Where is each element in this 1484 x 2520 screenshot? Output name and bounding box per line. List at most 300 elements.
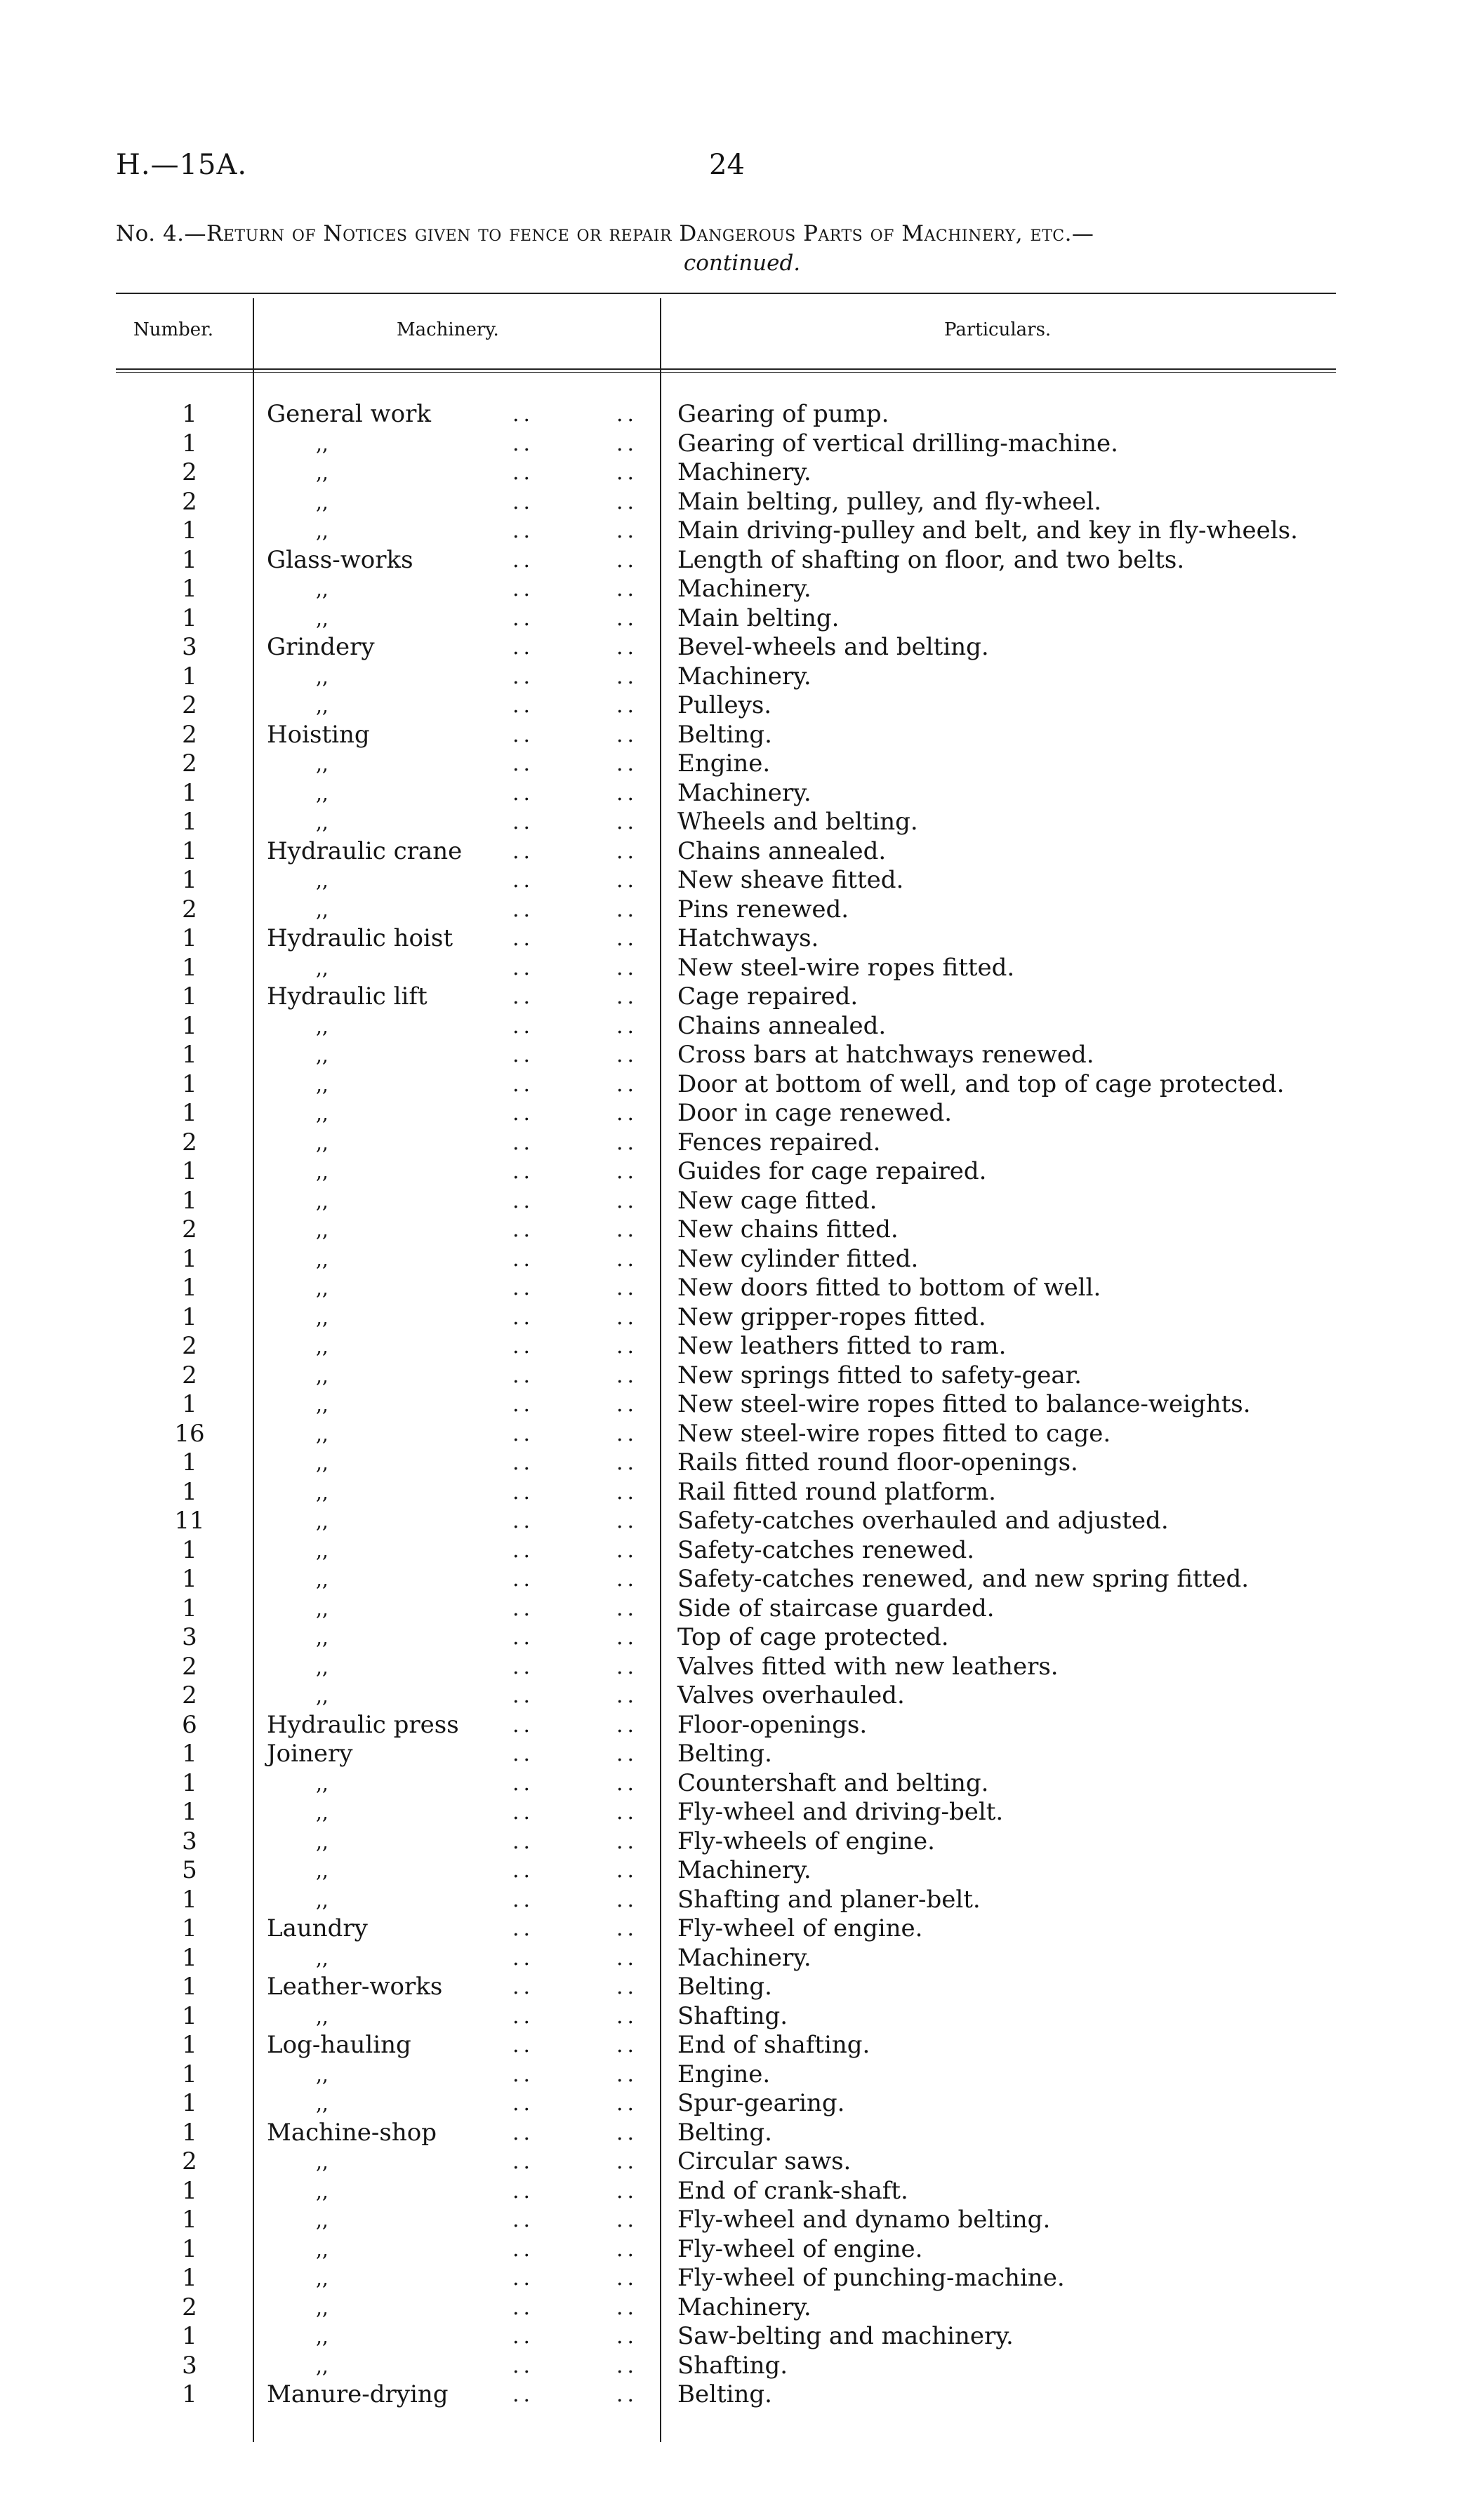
row-number: 3 bbox=[182, 1623, 197, 1651]
row-number: 2 bbox=[182, 458, 197, 486]
row-number: 1 bbox=[182, 1186, 197, 1215]
header-top-rule bbox=[116, 293, 1336, 294]
leader-dots: .. bbox=[512, 1916, 535, 1941]
leader-dots: .. bbox=[512, 2324, 535, 2349]
row-number: 1 bbox=[182, 1594, 197, 1622]
row-number: 1 bbox=[182, 1099, 197, 1127]
row-machinery: Hoisting bbox=[267, 720, 370, 749]
table-row bbox=[0, 2002, 1484, 2032]
row-particulars: Spur-gearing. bbox=[677, 2089, 845, 2117]
leader-dots: .. bbox=[616, 2004, 639, 2029]
page-number: 24 bbox=[709, 149, 745, 181]
row-machinery: ,, bbox=[316, 1364, 329, 1387]
table-row bbox=[0, 2264, 1484, 2293]
row-particulars: Fences repaired. bbox=[677, 1128, 881, 1156]
row-machinery: ,, bbox=[316, 1218, 329, 1241]
leader-dots: .. bbox=[512, 577, 535, 601]
row-machinery: ,, bbox=[316, 2092, 329, 2115]
leader-dots: .. bbox=[616, 1159, 639, 1184]
table-row bbox=[0, 1740, 1484, 1769]
row-number: 2 bbox=[182, 895, 197, 924]
leader-dots: .. bbox=[616, 519, 639, 543]
row-number: 1 bbox=[182, 2176, 197, 2205]
row-number: 1 bbox=[182, 575, 197, 603]
table-row bbox=[0, 2322, 1484, 2352]
leader-dots: .. bbox=[616, 1567, 639, 1592]
row-machinery: ,, bbox=[316, 2062, 329, 2086]
row-number: 1 bbox=[182, 1390, 197, 1418]
table-row bbox=[0, 400, 1484, 429]
row-number: 1 bbox=[182, 1798, 197, 1826]
leader-dots: .. bbox=[512, 2178, 535, 2204]
row-particulars: Saw-belting and machinery. bbox=[677, 2322, 1014, 2350]
leader-dots: .. bbox=[616, 1596, 639, 1621]
table-row bbox=[0, 1507, 1484, 1536]
leader-dots: .. bbox=[616, 1043, 639, 1067]
leader-dots: .. bbox=[512, 1130, 535, 1155]
leader-dots: .. bbox=[616, 2091, 639, 2116]
row-number: 1 bbox=[182, 1041, 197, 1069]
row-particulars: Machinery. bbox=[677, 575, 811, 603]
row-machinery: ,, bbox=[316, 1247, 329, 1271]
leader-dots: .. bbox=[616, 1392, 639, 1417]
row-particulars: Main belting. bbox=[677, 604, 840, 632]
leader-dots: .. bbox=[512, 1451, 535, 1475]
leader-dots: .. bbox=[512, 1829, 535, 1854]
table-row bbox=[0, 1478, 1484, 1507]
leader-dots: .. bbox=[512, 897, 535, 922]
row-particulars: Shafting. bbox=[677, 2351, 788, 2380]
row-number: 1 bbox=[182, 1448, 197, 1476]
row-number: 2 bbox=[182, 1215, 197, 1244]
row-particulars: Rail fitted round platform. bbox=[677, 1477, 996, 1506]
table-row bbox=[0, 954, 1484, 983]
row-machinery: ,, bbox=[316, 1131, 329, 1154]
row-machinery: ,, bbox=[316, 869, 329, 892]
row-particulars: Engine. bbox=[677, 749, 771, 778]
row-machinery: ,, bbox=[316, 2237, 329, 2261]
leader-dots: .. bbox=[616, 1829, 639, 1854]
row-machinery: Log-hauling bbox=[267, 2031, 411, 2059]
row-machinery: ,, bbox=[316, 1888, 329, 1912]
row-particulars: New steel-wire ropes fitted to cage. bbox=[677, 1419, 1111, 1448]
row-machinery: ,, bbox=[316, 2295, 329, 2319]
leader-dots: .. bbox=[616, 402, 639, 427]
leader-dots: .. bbox=[512, 1013, 535, 1039]
table-row bbox=[0, 633, 1484, 662]
row-particulars: Chains annealed. bbox=[677, 1011, 887, 1040]
leader-dots: .. bbox=[616, 1945, 639, 1971]
leader-dots: .. bbox=[512, 1276, 535, 1300]
table-row bbox=[0, 1187, 1484, 1216]
row-number: 1 bbox=[182, 1740, 197, 1768]
leader-dots: .. bbox=[512, 868, 535, 893]
row-particulars: Guides for cage repaired. bbox=[677, 1157, 987, 1185]
leader-dots: .. bbox=[616, 1334, 639, 1359]
leader-dots: .. bbox=[512, 1712, 535, 1738]
leader-dots: .. bbox=[616, 606, 639, 631]
table-row bbox=[0, 662, 1484, 692]
leader-dots: .. bbox=[512, 2004, 535, 2029]
leader-dots: .. bbox=[616, 752, 639, 776]
row-machinery: ,, bbox=[316, 1072, 329, 1096]
table-row bbox=[0, 2293, 1484, 2323]
row-number: 1 bbox=[182, 1274, 197, 1302]
leader-dots: .. bbox=[616, 2236, 639, 2262]
row-number: 3 bbox=[182, 633, 197, 661]
row-particulars: Machinery. bbox=[677, 1856, 811, 1884]
row-machinery: ,, bbox=[316, 1568, 329, 1591]
row-number: 1 bbox=[182, 1157, 197, 1185]
row-machinery: ,, bbox=[316, 1655, 329, 1679]
table-row bbox=[0, 2031, 1484, 2060]
row-machinery: ,, bbox=[316, 1160, 329, 1183]
row-number: 1 bbox=[182, 808, 197, 836]
row-particulars: Top of cage protected. bbox=[677, 1623, 949, 1651]
table-row bbox=[0, 1390, 1484, 1420]
row-number: 2 bbox=[182, 1332, 197, 1360]
row-machinery: ,, bbox=[316, 1422, 329, 1446]
leader-dots: .. bbox=[512, 547, 535, 573]
leader-dots: .. bbox=[512, 1538, 535, 1563]
row-number: 1 bbox=[182, 1885, 197, 1914]
row-particulars: Belting. bbox=[677, 1973, 772, 2001]
leader-dots: .. bbox=[616, 1625, 639, 1650]
row-particulars: New gripper-ropes fitted. bbox=[677, 1302, 986, 1331]
row-number: 1 bbox=[182, 2118, 197, 2147]
leader-dots: .. bbox=[616, 1451, 639, 1475]
row-number: 1 bbox=[182, 982, 197, 1011]
row-machinery: ,, bbox=[316, 1859, 329, 1882]
row-particulars: Hatchways. bbox=[677, 924, 819, 952]
row-machinery: ,, bbox=[316, 2354, 329, 2378]
table-row bbox=[0, 1798, 1484, 1827]
table-row bbox=[0, 1245, 1484, 1274]
row-number: 1 bbox=[182, 2322, 197, 2350]
leader-dots: .. bbox=[616, 955, 639, 980]
table-row bbox=[0, 575, 1484, 604]
table-row bbox=[0, 1565, 1484, 1594]
column-header-particulars: Particulars. bbox=[944, 319, 1052, 340]
row-machinery: Leather-works bbox=[267, 1973, 443, 2001]
row-particulars: End of crank-shaft. bbox=[677, 2176, 908, 2205]
row-particulars: Bevel-wheels and belting. bbox=[677, 633, 989, 661]
row-machinery: ,, bbox=[316, 898, 329, 921]
row-particulars: New cylinder fitted. bbox=[677, 1244, 919, 1273]
table-row bbox=[0, 1536, 1484, 1566]
row-particulars: Gearing of vertical drilling-machine. bbox=[677, 429, 1118, 458]
leader-dots: .. bbox=[512, 1858, 535, 1883]
leader-dots: .. bbox=[512, 635, 535, 660]
row-particulars: Wheels and belting. bbox=[677, 808, 918, 836]
leader-dots: .. bbox=[616, 2353, 639, 2378]
leader-dots: .. bbox=[616, 1305, 639, 1330]
row-particulars: Shafting and planer-belt. bbox=[677, 1885, 981, 1914]
row-machinery: ,, bbox=[316, 1451, 329, 1474]
row-particulars: Main driving-pulley and belt, and key in fly-wheels. bbox=[677, 516, 1298, 545]
row-number: 1 bbox=[182, 2206, 197, 2234]
row-machinery: Laundry bbox=[267, 1914, 368, 1942]
leader-dots: .. bbox=[616, 1218, 639, 1242]
leader-dots: .. bbox=[512, 985, 535, 1009]
leader-dots: .. bbox=[616, 460, 639, 485]
row-particulars: Cross bars at hatchways renewed. bbox=[677, 1041, 1094, 1069]
row-particulars: Gearing of pump. bbox=[677, 400, 889, 428]
leader-dots: .. bbox=[512, 2149, 535, 2174]
row-number: 1 bbox=[182, 2060, 197, 2088]
row-machinery: ,, bbox=[316, 665, 329, 688]
leader-dots: .. bbox=[616, 1363, 639, 1388]
row-number: 1 bbox=[182, 1914, 197, 1942]
row-machinery: ,, bbox=[316, 1538, 329, 1562]
row-particulars: Machinery. bbox=[677, 778, 811, 807]
leader-dots: .. bbox=[616, 1072, 639, 1097]
row-particulars: Pins renewed. bbox=[677, 895, 849, 924]
table-row bbox=[0, 2380, 1484, 2410]
leader-dots: .. bbox=[512, 2295, 535, 2320]
leader-dots: .. bbox=[512, 1596, 535, 1621]
row-number: 2 bbox=[182, 1128, 197, 1156]
leader-dots: .. bbox=[616, 1654, 639, 1679]
leader-dots: .. bbox=[616, 1509, 639, 1533]
row-number: 1 bbox=[182, 1943, 197, 1972]
row-particulars: Chains annealed. bbox=[677, 836, 887, 865]
leader-dots: .. bbox=[512, 1159, 535, 1184]
row-machinery: ,, bbox=[316, 1829, 329, 1853]
row-particulars: Fly-wheels of engine. bbox=[677, 1827, 935, 1855]
table-row bbox=[0, 2235, 1484, 2265]
table-row bbox=[0, 1099, 1484, 1128]
row-number: 1 bbox=[182, 1768, 197, 1797]
row-particulars: New doors fitted to bottom of well. bbox=[677, 1274, 1101, 1302]
row-particulars: Fly-wheel and driving-belt. bbox=[677, 1798, 1004, 1826]
row-machinery: Hydraulic hoist bbox=[267, 924, 453, 952]
table-row bbox=[0, 1128, 1484, 1158]
table-row bbox=[0, 837, 1484, 867]
leader-dots: .. bbox=[512, 606, 535, 631]
row-number: 2 bbox=[182, 720, 197, 749]
row-number: 1 bbox=[182, 516, 197, 545]
leader-dots: .. bbox=[616, 1742, 639, 1766]
leader-dots: .. bbox=[512, 1334, 535, 1359]
leader-dots: .. bbox=[512, 1945, 535, 1971]
row-particulars: Belting. bbox=[677, 720, 772, 749]
leader-dots: .. bbox=[512, 1742, 535, 1766]
table-row bbox=[0, 1274, 1484, 1303]
leader-dots: .. bbox=[512, 1363, 535, 1388]
leader-dots: .. bbox=[616, 1276, 639, 1300]
table-row bbox=[0, 1012, 1484, 1041]
row-machinery: ,, bbox=[316, 1480, 329, 1504]
row-number: 5 bbox=[182, 1856, 197, 1884]
leader-dots: .. bbox=[616, 664, 639, 689]
row-number: 1 bbox=[182, 866, 197, 894]
row-machinery: ,, bbox=[316, 1305, 329, 1329]
row-machinery: ,, bbox=[316, 956, 329, 980]
leader-dots: .. bbox=[512, 1043, 535, 1067]
leader-dots: .. bbox=[512, 839, 535, 864]
row-number: 1 bbox=[182, 2001, 197, 2030]
table-row bbox=[0, 1914, 1484, 1944]
row-number: 1 bbox=[182, 1302, 197, 1331]
row-machinery: Manure-drying bbox=[267, 2380, 449, 2408]
row-number: 1 bbox=[182, 778, 197, 807]
table-row bbox=[0, 2089, 1484, 2119]
table-row bbox=[0, 749, 1484, 779]
title-prefix: No. 4.— bbox=[116, 221, 207, 246]
row-machinery: ,, bbox=[316, 1771, 329, 1795]
leader-dots: .. bbox=[616, 1771, 639, 1796]
table-row bbox=[0, 1711, 1484, 1740]
leader-dots: .. bbox=[512, 2266, 535, 2291]
row-machinery: ,, bbox=[316, 2179, 329, 2203]
table-row bbox=[0, 604, 1484, 634]
leader-dots: .. bbox=[512, 1101, 535, 1126]
row-machinery: ,, bbox=[316, 461, 329, 484]
row-particulars: New springs fitted to safety-gear. bbox=[677, 1361, 1082, 1389]
table-row bbox=[0, 1041, 1484, 1070]
row-particulars: Floor-openings. bbox=[677, 1710, 868, 1739]
row-machinery: Hydraulic press bbox=[267, 1710, 459, 1739]
leader-dots: .. bbox=[616, 810, 639, 834]
leader-dots: .. bbox=[616, 2149, 639, 2174]
row-number: 2 bbox=[182, 487, 197, 516]
row-particulars: New cage fitted. bbox=[677, 1186, 877, 1215]
leader-dots: .. bbox=[616, 547, 639, 573]
leader-dots: .. bbox=[512, 1887, 535, 1912]
leader-dots: .. bbox=[512, 664, 535, 689]
row-particulars: Safety-catches overhauled and adjusted. bbox=[677, 1507, 1169, 1535]
table-row bbox=[0, 2060, 1484, 2090]
row-machinery: ,, bbox=[316, 2208, 329, 2232]
table-row bbox=[0, 1594, 1484, 1624]
leader-dots: .. bbox=[616, 897, 639, 922]
leader-dots: .. bbox=[512, 489, 535, 514]
leader-dots: .. bbox=[616, 2295, 639, 2320]
table-row bbox=[0, 1332, 1484, 1361]
row-number: 1 bbox=[182, 400, 197, 428]
leader-dots: .. bbox=[512, 2120, 535, 2145]
row-number: 1 bbox=[182, 1011, 197, 1040]
row-number: 1 bbox=[182, 1535, 197, 1564]
leader-dots: .. bbox=[512, 1305, 535, 1330]
leader-dots: .. bbox=[512, 2353, 535, 2378]
leader-dots: .. bbox=[616, 577, 639, 601]
row-particulars: New leathers fitted to ram. bbox=[677, 1332, 1007, 1360]
row-number: 16 bbox=[174, 1419, 205, 1448]
leader-dots: .. bbox=[616, 2120, 639, 2145]
column-header-machinery: Machinery. bbox=[397, 319, 499, 340]
row-number: 11 bbox=[174, 1507, 205, 1535]
leader-dots: .. bbox=[616, 635, 639, 660]
table-row bbox=[0, 1886, 1484, 1915]
row-machinery: Joinery bbox=[267, 1740, 353, 1768]
leader-dots: .. bbox=[616, 2382, 639, 2407]
header-bottom-rule bbox=[116, 368, 1336, 370]
leader-dots: .. bbox=[616, 1916, 639, 1941]
row-machinery: ,, bbox=[316, 2325, 329, 2348]
leader-dots: .. bbox=[616, 1013, 639, 1039]
row-number: 2 bbox=[182, 1652, 197, 1681]
table-row bbox=[0, 2352, 1484, 2381]
row-number: 2 bbox=[182, 2293, 197, 2321]
table-row bbox=[0, 1420, 1484, 1449]
row-particulars: Door at bottom of well, and top of cage protected. bbox=[677, 1069, 1285, 1098]
row-machinery: ,, bbox=[316, 606, 329, 630]
row-machinery: ,, bbox=[316, 578, 329, 601]
row-number: 1 bbox=[182, 604, 197, 632]
leader-dots: .. bbox=[512, 1567, 535, 1592]
row-machinery: ,, bbox=[316, 1014, 329, 1038]
row-machinery: General work bbox=[267, 400, 431, 428]
row-number: 1 bbox=[182, 924, 197, 952]
table-row bbox=[0, 1448, 1484, 1478]
table-row bbox=[0, 1303, 1484, 1333]
leader-dots: .. bbox=[616, 1246, 639, 1272]
leader-dots: .. bbox=[616, 868, 639, 893]
leader-dots: .. bbox=[616, 2033, 639, 2058]
row-particulars: Main belting, pulley, and fly-wheel. bbox=[677, 487, 1102, 516]
row-number: 2 bbox=[182, 1681, 197, 1709]
row-particulars: New sheave fitted. bbox=[677, 866, 904, 894]
row-particulars: Valves overhauled. bbox=[677, 1681, 905, 1709]
leader-dots: .. bbox=[512, 955, 535, 980]
leader-dots: .. bbox=[616, 1975, 639, 1999]
leader-dots: .. bbox=[512, 402, 535, 427]
row-particulars: Belting. bbox=[677, 2380, 772, 2408]
table-row bbox=[0, 721, 1484, 750]
leader-dots: .. bbox=[512, 810, 535, 834]
leader-dots: .. bbox=[512, 2382, 535, 2407]
row-number: 2 bbox=[182, 749, 197, 778]
row-machinery: ,, bbox=[316, 1189, 329, 1213]
row-machinery: ,, bbox=[316, 1393, 329, 1416]
leader-dots: .. bbox=[512, 1392, 535, 1417]
row-machinery: ,, bbox=[316, 1509, 329, 1533]
row-particulars: Engine. bbox=[677, 2060, 771, 2088]
leader-dots: .. bbox=[616, 1800, 639, 1825]
row-particulars: Fly-wheel of punching-machine. bbox=[677, 2264, 1065, 2292]
row-machinery: ,, bbox=[316, 1102, 329, 1125]
table-row bbox=[0, 924, 1484, 954]
row-particulars: Belting. bbox=[677, 2118, 772, 2147]
row-machinery: ,, bbox=[316, 1946, 329, 1970]
row-particulars: Fly-wheel of engine. bbox=[677, 2234, 923, 2263]
leader-dots: .. bbox=[616, 780, 639, 806]
leader-dots: .. bbox=[512, 1975, 535, 1999]
row-number: 1 bbox=[182, 953, 197, 982]
table-body bbox=[0, 400, 1484, 2410]
row-number: 1 bbox=[182, 1244, 197, 1273]
row-number: 1 bbox=[182, 545, 197, 574]
row-particulars: Shafting. bbox=[677, 2001, 788, 2030]
table-row bbox=[0, 516, 1484, 546]
row-particulars: Side of staircase guarded. bbox=[677, 1594, 995, 1622]
leader-dots: .. bbox=[512, 1684, 535, 1708]
row-machinery: ,, bbox=[316, 432, 329, 455]
row-number: 3 bbox=[182, 1827, 197, 1855]
leader-dots: .. bbox=[512, 722, 535, 747]
row-machinery: ,, bbox=[316, 2150, 329, 2173]
row-particulars: Cage repaired. bbox=[677, 982, 859, 1011]
row-number: 1 bbox=[182, 1973, 197, 2001]
leader-dots: .. bbox=[616, 926, 639, 951]
table-row bbox=[0, 1973, 1484, 2002]
row-number: 2 bbox=[182, 2147, 197, 2175]
table-row bbox=[0, 691, 1484, 721]
table-row bbox=[0, 1623, 1484, 1653]
row-machinery: ,, bbox=[316, 2004, 329, 2028]
